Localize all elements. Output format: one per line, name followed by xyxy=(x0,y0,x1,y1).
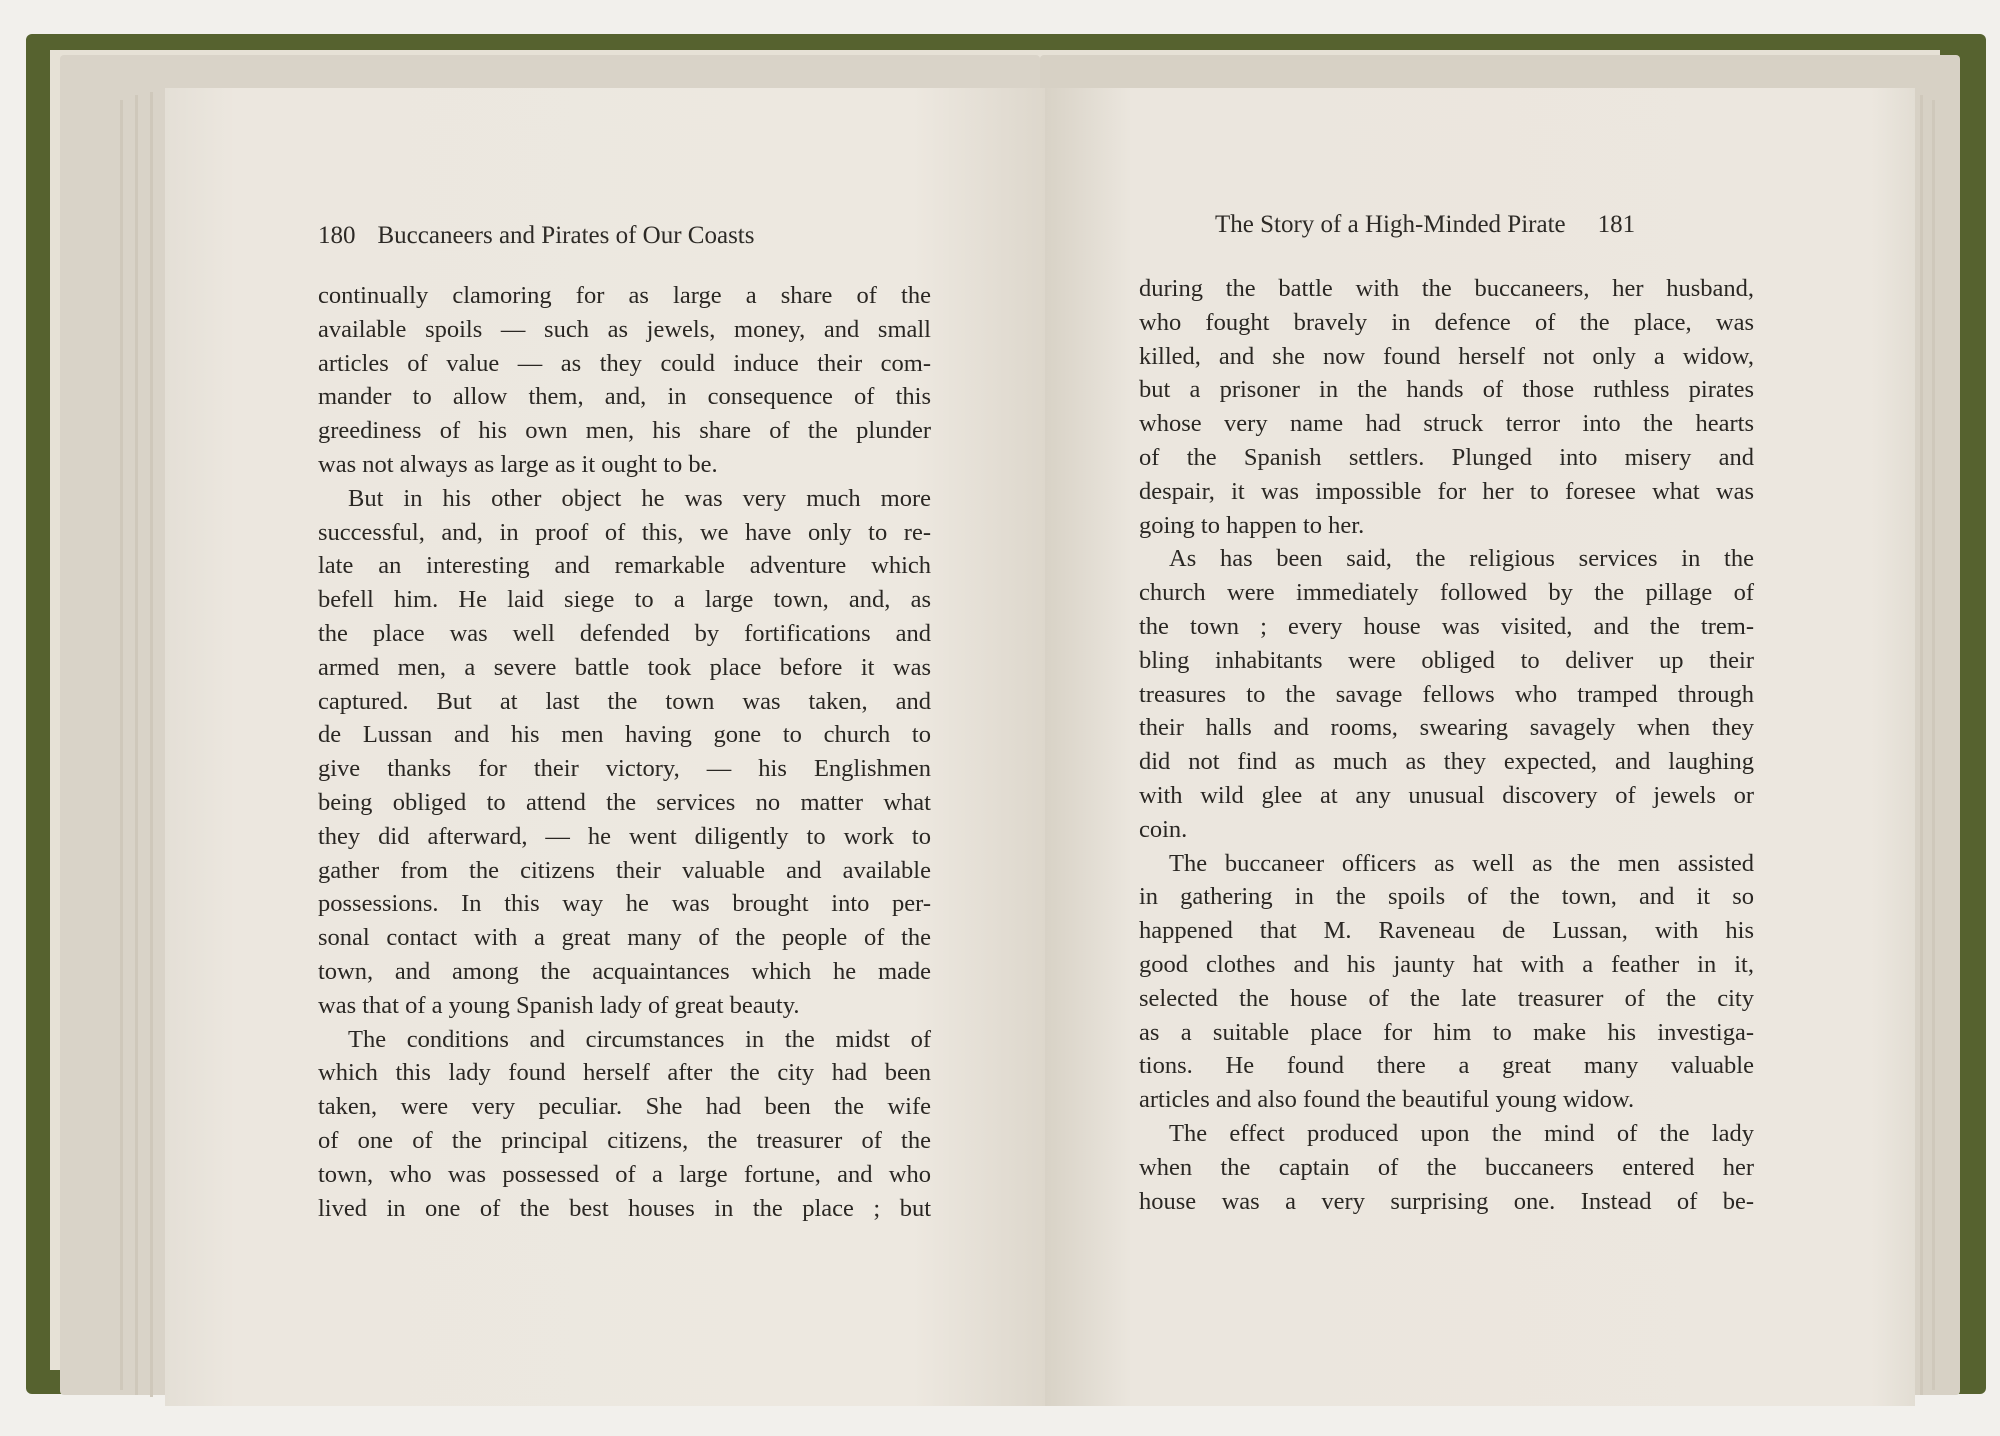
text-line: of one of the principal citizens, the treasurer of the xyxy=(318,1126,931,1154)
text-line: did not find as much as they expected, and laughing xyxy=(1139,748,1754,776)
right-page-body xyxy=(1139,272,1754,1218)
text-line: of the Spanish settlers. Plunged into misery and xyxy=(1139,443,1754,471)
text-line: bling inhabitants were obliged to deliver up their xyxy=(1139,646,1754,674)
text-line: who fought bravely in defence of the place, was xyxy=(1139,308,1754,336)
paragraph xyxy=(1139,542,1754,846)
text-line: church were immediately followed by the pillage of xyxy=(1139,579,1754,607)
text-line: house was a very surprising one. Instead of be- xyxy=(1139,1187,1754,1215)
paragraph xyxy=(1139,847,1754,1117)
text-line: killed, and she now found herself not only a widow, xyxy=(1139,342,1754,370)
page-edge xyxy=(150,92,153,1397)
text-line: continually clamoring for as large a share of the xyxy=(318,282,931,309)
text-line: tions. He found there a great many valuable xyxy=(1139,1052,1754,1080)
text-line: captured. But at last the town was taken, and xyxy=(318,687,931,715)
text-line: late an interesting and remarkable adventure which xyxy=(318,552,931,580)
text-line: greediness of his own men, his share of the plunder xyxy=(318,417,931,445)
text-line: gather from the citizens their valuable and available xyxy=(318,856,931,884)
text-line: which this lady found herself after the city had been xyxy=(318,1059,931,1087)
page-edge xyxy=(1932,100,1935,1390)
text-line: going to happen to her. xyxy=(1139,511,1365,539)
text-line: But in his other object he was very much more xyxy=(348,484,931,512)
text-line: despair, it was impossible for her to foresee what was xyxy=(1139,477,1754,505)
paragraph xyxy=(318,279,931,482)
text-line: available spoils — such as jewels, money, and small xyxy=(318,315,931,343)
text-line: but a prisoner in the hands of those ruthless pirates xyxy=(1139,376,1754,404)
paragraph xyxy=(1139,1117,1754,1218)
text-line: articles and also found the beautiful young widow. xyxy=(1139,1086,1635,1114)
text-line: town, and among the acquaintances which he made xyxy=(318,957,931,985)
paragraph xyxy=(318,1023,931,1226)
text-line: de Lussan and his men having gone to church to xyxy=(318,721,931,749)
text-line: during the battle with the buccaneers, her husband, xyxy=(1139,275,1754,302)
text-line: in gathering in the spoils of the town, and it so xyxy=(1139,883,1754,911)
text-line: they did afterward, — he went diligently to work to xyxy=(318,822,931,850)
text-line: town, who was possessed of a large fortune, and who xyxy=(318,1160,931,1188)
text-line: sonal contact with a great many of the people of the xyxy=(318,924,931,952)
text-line: possessions. In this way he was brought into per- xyxy=(318,890,931,918)
text-line: armed men, a severe battle took place before it was xyxy=(318,653,931,681)
text-line: was that of a young Spanish lady of great beauty. xyxy=(318,991,800,1019)
text-line: the town ; every house was visited, and the trem- xyxy=(1139,612,1754,640)
right-page-number: 181 xyxy=(1597,211,1636,238)
text-line: was not always as large as it ought to be. xyxy=(318,450,718,478)
right-running-head xyxy=(1215,211,1635,239)
text-line: as a suitable place for him to make his investiga- xyxy=(1139,1018,1754,1046)
text-line: whose very name had struck terror into the hearts xyxy=(1139,410,1754,438)
text-line: articles of value — as they could induce their com- xyxy=(318,349,931,377)
right-running-title: The Story of a High-Minded Pirate xyxy=(1215,211,1566,238)
text-line: lived in one of the best houses in the place ; but xyxy=(318,1194,931,1222)
text-line: successful, and, in proof of this, we have only to re- xyxy=(318,518,931,546)
paragraph xyxy=(1139,272,1754,542)
text-line: mander to allow them, and, in consequence of this xyxy=(318,383,931,411)
text-line: their halls and rooms, swearing savagely when they xyxy=(1139,714,1754,742)
page-edge xyxy=(1920,95,1923,1395)
text-line: being obliged to attend the services no matter what xyxy=(318,788,931,816)
text-line: happened that M. Raveneau de Lussan, with his xyxy=(1139,917,1754,945)
text-line: good clothes and his jaunty hat with a feather in it, xyxy=(1139,950,1754,978)
page-edge xyxy=(135,95,138,1395)
text-line: The effect produced upon the mind of the lady xyxy=(1169,1119,1754,1147)
text-line: treasures to the savage fellows who tramped through xyxy=(1139,680,1754,708)
left-page-body xyxy=(318,279,931,1225)
left-page-number: 180 xyxy=(318,222,356,249)
text-line: The buccaneer officers as well as the men assisted xyxy=(1169,849,1754,877)
left-running-title: Buccaneers and Pirates of Our Coasts xyxy=(377,222,755,249)
text-line: befell him. He laid siege to a large town, and, as xyxy=(318,586,931,614)
text-line: coin. xyxy=(1139,815,1188,843)
paragraph xyxy=(318,482,931,1023)
text-line: with wild glee at any unusual discovery of jewels or xyxy=(1139,781,1754,809)
text-line: taken, were very peculiar. She had been the wife xyxy=(318,1093,931,1121)
page-edge xyxy=(120,100,123,1390)
left-running-head xyxy=(318,222,754,250)
text-line: selected the house of the late treasurer of the city xyxy=(1139,984,1754,1012)
text-line: The conditions and circumstances in the midst of xyxy=(348,1025,931,1053)
text-line: give thanks for their victory, — his Englishmen xyxy=(318,755,931,783)
text-line: when the captain of the buccaneers entered her xyxy=(1139,1153,1754,1181)
text-line: the place was well defended by fortifications and xyxy=(318,619,931,647)
text-line: As has been said, the religious services in the xyxy=(1169,545,1754,573)
